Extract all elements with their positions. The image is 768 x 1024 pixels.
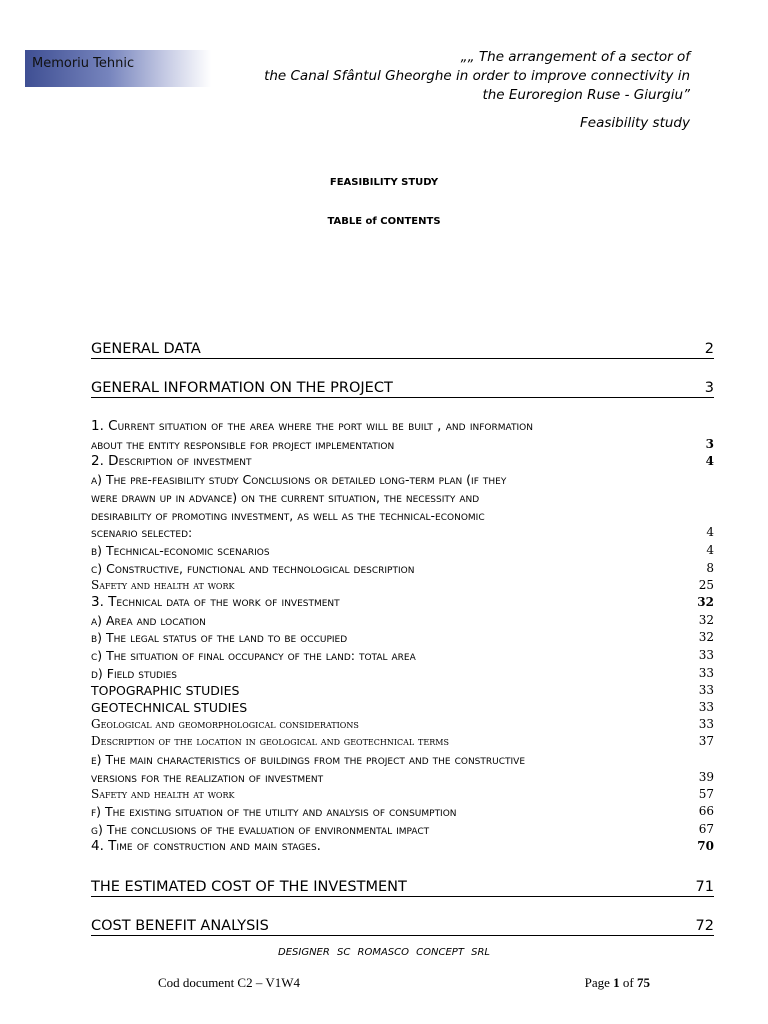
toc-label: f) The existing situation of the utility and analysis of consumption	[91, 804, 457, 819]
toc-page: 71	[695, 879, 714, 895]
toc-page: 33	[698, 648, 714, 662]
toc-label: d) Field studies	[91, 666, 178, 681]
toc-entry-field-studies[interactable]	[91, 665, 714, 682]
toc-entry-main-characteristics-line1[interactable]	[91, 751, 714, 768]
toc-label: a) Area and location	[91, 613, 206, 628]
toc-label: were drawn up in advance) on the current situation, the necessity and	[91, 490, 480, 505]
toc-label: 3. Technical data of the work of investment	[91, 594, 340, 610]
toc-page: 37	[698, 734, 714, 748]
toc-page: 33	[698, 666, 714, 680]
toc-entry-constructive-description[interactable]	[91, 560, 714, 577]
toc-page: 33	[698, 717, 714, 731]
toc-label: 2. Description of investment	[91, 453, 252, 469]
toc-page: 4	[706, 543, 714, 557]
header-subtitle: Feasibility study	[580, 115, 690, 131]
toc-entry-area-location[interactable]	[91, 612, 714, 629]
toc-page: 4	[706, 525, 714, 539]
toc-page: 8	[706, 561, 714, 575]
toc-entry-environmental-impact[interactable]	[91, 821, 714, 838]
page-total: 75	[637, 975, 650, 990]
toc-label: TOPOGRAPHIC STUDIES	[91, 683, 240, 698]
toc-entry-current-situation-line1[interactable]	[91, 418, 714, 435]
toc-entry-prefeasibility-line2[interactable]	[91, 489, 714, 506]
toc-label: b) The legal status of the land to be occupied	[91, 630, 348, 645]
header-line-1: „„ The arrangement of a sector of	[460, 49, 690, 65]
toc-page: 39	[698, 770, 714, 784]
header-line-2: the Canal Sfântul Gheorghe in order to improve connectivity in	[264, 68, 690, 84]
toc-entry-topographic-studies[interactable]	[91, 682, 714, 699]
page-number: 1	[613, 975, 620, 990]
toc-page: 25	[698, 578, 714, 592]
toc-label: desirability of promoting investment, as well as the technical-economic	[91, 508, 485, 523]
toc-entry-geotechnical-studies[interactable]	[91, 699, 714, 716]
designer-line: DESIGNER SC ROMASCO CONCEPT SRL	[278, 947, 490, 958]
toc-page: 72	[695, 918, 714, 934]
toc-page: 57	[698, 787, 714, 801]
toc-heading: TABLE of CONTENTS	[327, 216, 441, 227]
toc-label: Geological and geomorphological considerations	[91, 717, 359, 731]
toc-page: 32	[698, 613, 714, 627]
toc-label: e) The main characteristics of buildings from the project and the constructive	[91, 752, 526, 767]
toc-page: 66	[698, 804, 714, 818]
toc-entry-prefeasibility-line1[interactable]	[91, 471, 714, 488]
toc-entry-technical-economic-scenarios[interactable]	[91, 542, 714, 559]
toc-page: 32	[697, 595, 714, 609]
toc-label: scenario selected:	[91, 525, 193, 540]
toc-entry-legal-status[interactable]	[91, 629, 714, 646]
toc-entry-general-information[interactable]	[91, 378, 714, 398]
toc-label: Safety and health at work	[91, 787, 235, 801]
toc-page: 32	[698, 630, 714, 644]
toc-entry-cost-benefit[interactable]	[91, 916, 714, 936]
toc-page: 33	[698, 683, 714, 697]
toc-entry-utility-situation[interactable]	[91, 803, 714, 820]
toc-label: c) The situation of final occupancy of the land: total area	[91, 648, 416, 663]
logo-text: Memoriu Tehnic	[32, 56, 135, 71]
toc-entry-location-description[interactable]	[91, 733, 714, 750]
toc-entry-general-data[interactable]	[91, 339, 714, 359]
toc-page: 70	[697, 839, 714, 853]
toc-page: 33	[698, 700, 714, 714]
toc-label: g) The conclusions of the evaluation of environmental impact	[91, 822, 430, 837]
toc-page: 3	[705, 437, 714, 451]
document-header	[170, 48, 690, 105]
toc-label: THE ESTIMATED COST OF THE INVESTMENT	[91, 879, 407, 895]
toc-page: 2	[704, 341, 714, 357]
toc-label: b) Technical-economic scenarios	[91, 543, 270, 558]
toc-entry-current-situation[interactable]	[91, 436, 714, 453]
toc-entry-safety-health-2[interactable]	[91, 786, 714, 803]
header-line-3: the Euroregion Ruse - Giurgiu”	[482, 87, 690, 103]
toc-entry-prefeasibility[interactable]	[91, 524, 714, 541]
toc-entry-description-of-investment[interactable]	[91, 453, 714, 470]
toc-entry-final-occupancy[interactable]	[91, 647, 714, 664]
toc-entry-technical-data[interactable]	[91, 594, 714, 611]
toc-label: Description of the location in geological and geotechnical terms	[91, 734, 449, 748]
toc-entry-main-characteristics[interactable]	[91, 769, 714, 786]
document-code: Cod document C2 – V1W4	[158, 975, 301, 990]
toc-page: 4	[705, 454, 714, 468]
toc-page: 3	[704, 380, 714, 396]
toc-entry-prefeasibility-line3[interactable]	[91, 507, 714, 524]
toc-label: GENERAL DATA	[91, 341, 201, 357]
toc-label: GEOTECHNICAL STUDIES	[91, 700, 248, 715]
document-title: FEASIBILITY STUDY	[329, 177, 439, 188]
toc-label: about the entity responsible for project implementation	[91, 437, 395, 452]
toc-label: GENERAL INFORMATION ON THE PROJECT	[91, 380, 393, 396]
toc-label: versions for the realization of investment	[91, 770, 324, 785]
toc-entry-time-of-construction[interactable]	[91, 838, 714, 855]
toc-label: 1. Current situation of the area where the port will be built , and information	[91, 418, 533, 434]
toc-page: 67	[698, 822, 714, 836]
toc-label: 4. Time of construction and main stages.	[91, 838, 321, 854]
page-prefix: Page	[584, 975, 614, 990]
toc-label: Safety and health at work	[91, 578, 235, 592]
toc-entry-safety-health-1[interactable]	[91, 577, 714, 594]
toc-label: COST BENEFIT ANALYSIS	[91, 918, 269, 934]
page-indicator	[585, 975, 650, 991]
toc-entry-estimated-cost[interactable]	[91, 877, 714, 897]
toc-label: a) The pre-feasibility study Conclusions or detailed long-term plan (if they	[91, 472, 507, 487]
toc-entry-geological-considerations[interactable]	[91, 716, 714, 733]
toc-label: c) Constructive, functional and technological description	[91, 561, 415, 576]
page-mid: of	[619, 975, 637, 990]
